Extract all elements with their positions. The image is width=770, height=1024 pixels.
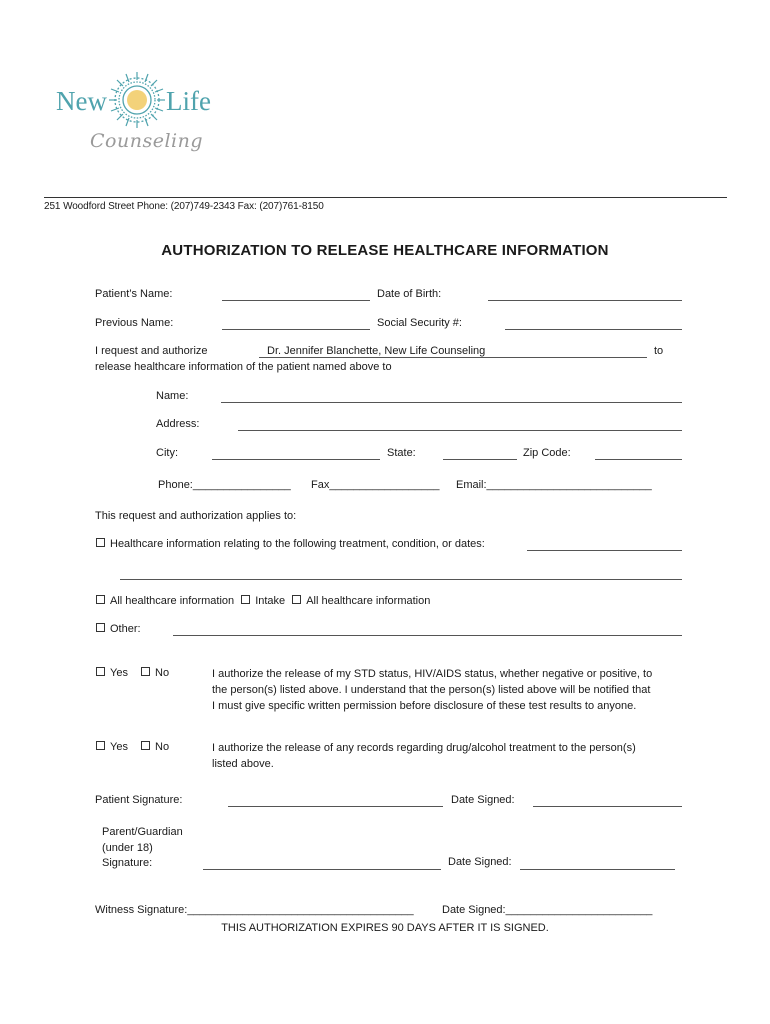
consent1-choices: [96, 667, 169, 679]
header-rule: [44, 197, 727, 198]
recipient-name-label: Name:: [156, 390, 189, 402]
recipient-address-label: Address:: [156, 418, 200, 430]
recipient-name-field[interactable]: [221, 402, 682, 403]
yes-label: Yes: [110, 667, 128, 679]
patient-name-field[interactable]: [222, 300, 370, 301]
treatment-option[interactable]: [96, 538, 485, 550]
consent2-line1: I authorize the release of any records regarding drug/alcohol treatment to the person(s): [212, 742, 636, 754]
logo-word-counseling: Counseling: [90, 130, 203, 152]
zip-label: Zip Code:: [523, 447, 571, 459]
expiry-footer: THIS AUTHORIZATION EXPIRES 90 DAYS AFTER IT IS SIGNED.: [221, 922, 549, 934]
consent1-line1: I authorize the release of my STD status, HIV/AIDS status, whether negative or positive, to: [212, 668, 653, 680]
witness-date-field[interactable]: Date Signed:________________________: [442, 904, 653, 916]
checkbox-all-info-2[interactable]: [292, 595, 301, 604]
checkbox-no[interactable]: [141, 741, 150, 750]
dob-label: Date of Birth:: [377, 288, 442, 300]
phone-field[interactable]: Phone:________________: [158, 479, 291, 491]
treatment-field[interactable]: [527, 550, 682, 551]
previous-name-label: Previous Name:: [95, 317, 174, 329]
checkbox-no[interactable]: [141, 667, 150, 676]
checkbox-other[interactable]: [96, 623, 105, 632]
logo-word-life: Life: [166, 86, 211, 116]
guardian-date-field[interactable]: [520, 869, 675, 870]
logo-word-new: New: [56, 86, 107, 116]
no-label: No: [155, 667, 170, 679]
guardian-line2: (under 18): [102, 841, 153, 854]
guardian-line3: Signature:: [102, 857, 153, 869]
checkbox[interactable]: [96, 538, 105, 547]
patient-date-field[interactable]: [533, 806, 682, 807]
scope-options: [96, 595, 430, 607]
guardian-line1: Parent/Guardian: [102, 826, 183, 838]
request-prefix: I request and authorize: [95, 345, 208, 357]
ssn-label: Social Security #:: [377, 317, 462, 329]
consent1-line2: the person(s) listed above. I understand that the person(s) listed above will be notified that: [212, 684, 651, 696]
request-suffix: to: [654, 345, 664, 357]
address-line: 251 Woodford Street Phone: (207)749-2343 Fax: (207)761-8150: [44, 201, 324, 212]
page-title: AUTHORIZATION TO RELEASE HEALTHCARE INFORMATION: [161, 242, 609, 259]
recipient-address-field[interactable]: [238, 430, 682, 431]
patient-signature-field[interactable]: [228, 806, 443, 807]
consent2-choices: [96, 741, 169, 753]
checkbox-intake[interactable]: [241, 595, 250, 604]
zip-field[interactable]: [595, 459, 682, 460]
consent1-text: [212, 666, 652, 714]
email-field[interactable]: Email:___________________________: [456, 479, 652, 491]
consent1-line3: I must give specific written permission before disclosure of these test results to anyone.: [212, 700, 637, 712]
witness-signature-field[interactable]: Witness Signature:_____________________________________: [95, 904, 414, 916]
previous-name-field[interactable]: [222, 329, 370, 330]
other-label: Other:: [110, 623, 141, 635]
patient-signature-label: Patient Signature:: [95, 794, 183, 806]
other-field[interactable]: [173, 635, 682, 636]
guardian-signature-field[interactable]: [203, 869, 441, 870]
checkbox-yes[interactable]: [96, 741, 105, 750]
treatment-field-2[interactable]: [120, 579, 682, 580]
city-field[interactable]: [212, 459, 380, 460]
guardian-date-label: Date Signed:: [448, 856, 512, 868]
all-info-label: All healthcare information: [110, 595, 235, 607]
consent2-line2: listed above.: [212, 758, 274, 770]
treatment-label: Healthcare information relating to the following treatment, condition, or dates:: [110, 538, 485, 550]
no-label: No: [155, 741, 170, 753]
ssn-field[interactable]: [505, 329, 682, 330]
intake-label: Intake: [255, 595, 286, 607]
state-label: State:: [387, 447, 416, 459]
patient-date-label: Date Signed:: [451, 794, 515, 806]
request-line2: release healthcare information of the patient named above to: [95, 361, 392, 373]
checkbox-yes[interactable]: [96, 667, 105, 676]
applies-heading: This request and authorization applies to:: [95, 510, 297, 522]
provider-field[interactable]: [259, 357, 647, 358]
yes-label: Yes: [110, 741, 128, 753]
guardian-label: [102, 825, 183, 872]
all-info-label-2: All healthcare information: [306, 595, 431, 607]
state-field[interactable]: [443, 459, 517, 460]
provider-name[interactable]: Dr. Jennifer Blanchette, New Life Counseling: [267, 345, 486, 357]
patient-name-label: Patient’s Name:: [95, 288, 173, 300]
dob-field[interactable]: [488, 300, 682, 301]
checkbox-all-info[interactable]: [96, 595, 105, 604]
other-option[interactable]: [96, 623, 141, 635]
sun-icon: [107, 70, 167, 130]
fax-field[interactable]: Fax__________________: [311, 479, 440, 491]
city-label: City:: [156, 447, 178, 459]
consent2-text: [212, 740, 636, 772]
